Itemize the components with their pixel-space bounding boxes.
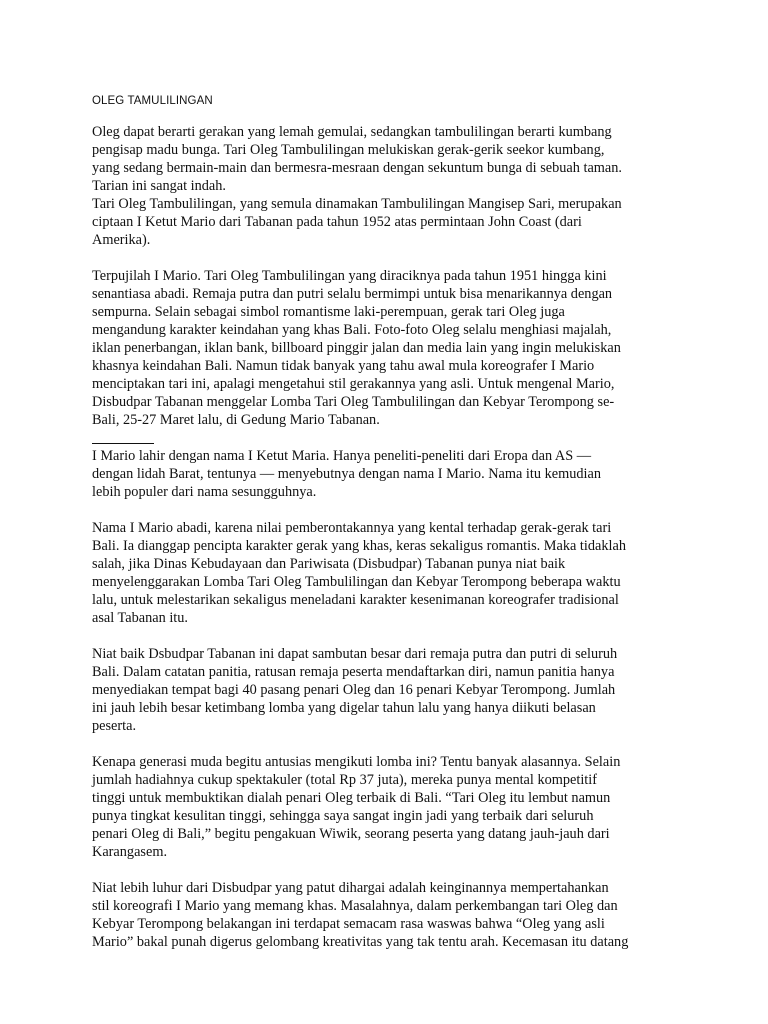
paragraph-antusias: Kenapa generasi muda begitu antusias mengikuti lomba ini? Tentu banyak alasannya. Selain jumlah hadiahnya cukup spektakuler (total Rp 37 juta), mereka punya mental kompetitif tinggi untuk membuktikan dialah penari Oleg terbaik di Bali. “Tari Oleg itu lembut namun punya tingkat kesulitan tinggi, sehingga saya sangat ingin jadi yang terbaik dari seluruh penari Oleg di Bali,” begitu pengakuan Wiwik, seorang peserta yang datang jauh-jauh dari Karangasem. [92,754,621,860]
paragraph-spacer [92,501,672,519]
paragraph-origin: Tari Oleg Tambulilingan, yang semula dinamakan Tambulilingan Mangisep Sari, merupakan ciptaan I Ketut Mario dari Tabanan pada tahun 1952 atas permintaan John Coast (dari Amerika). [92,196,622,248]
paragraph-mario-eternal: Nama I Mario abadi, karena nilai pemberontakannya yang kental terhadap gerak-gerak tari Bali. Ia dianggap pencipta karakter gerak yang khas, keras sekaligus romantis. Maka tidaklah salah, jika Dinas Kebudayaan dan Pariwisata (Disbudpar) Tabanan punya niat baik menyelenggarakan Lomba Tari Oleg Tambulilingan dan Kebyar Terompong beberapa waktu lalu, untuk melestarikan sekaligus meneladani karakter kesenimanan koreografer tradisional asal Tabanan itu. [92,520,626,626]
paragraph-niat-luhur: Niat lebih luhur dari Disbudpar yang patut dihargai adalah keinginannya mempertahankan stil koreografi I Mario yang memang khas. Masalahnya, dalam perkembangan tari Oleg dan Kebyar Terompong belakangan ini terdapat semacam rasa waswas bahwa “Oleg yang asli Mario” bakal punah digerus gelombang kreativitas yang tak tentu arah. Kecemasan itu datang [92,880,629,950]
paragraph-niat-baik: Niat baik Dsbudpar Tabanan ini dapat sambutan besar dari remaja putra dan putri di seluruh Bali. Dalam catatan panitia, ratusan remaja peserta mendaftarkan diri, namun panitia hanya menyediakan tempat bagi 40 pasang penari Oleg dan 16 penari Kebyar Terompong. Jumlah ini jauh lebih besar ketimbang lomba yang digelar tahun lalu yang hanya diikuti belasan peserta. [92,646,618,734]
document-title: OLEG TAMULILINGAN [92,95,213,107]
paragraph-oleg-meaning: Oleg dapat berarti gerakan yang lemah gemulai, sedangkan tambulilingan berarti kumbang pengisap madu bunga. Tari Oleg Tambulilingan melukiskan gerak-gerik seekor kumbang, yang sedang bermain-main dan bermesra-mesraan dengan sekuntum bunga di sebuah taman. Tarian ini sangat indah. [92,124,622,194]
section-divider [92,443,154,444]
paragraph-mario-birth: I Mario lahir dengan nama I Ketut Maria. Hanya peneliti-peneliti dari Eropa dan AS — dengan lidah Barat, tentunya — menyebutnya dengan nama I Mario. Nama itu kemudian lebih populer dari nama sesungguhnya. [92,448,601,500]
paragraph-spacer [92,627,672,645]
document-page [92,93,672,951]
paragraph-terpujilah: Terpujilah I Mario. Tari Oleg Tambulilingan yang diraciknya pada tahun 1951 hingga kini senantiasa abadi. Remaja putra dan putri selalu bermimpi untuk bisa menarikannya dengan sempurna. Selain sebagai simbol romantisme laki-perempuan, gerak tari Oleg juga mengandung karakter keindahan yang khas Bali. Foto-foto Oleg selalu menghiasi majalah, iklan penerbangan, iklan bank, billboard pinggir jalan dan media lain yang ingin melukiskan khasnya keindahan Bali. Namun tidak banyak yang tahu awal mula koreografer I Mario menciptakan tari ini, apalagi mengetahui stil gerakannya yang asli. Untuk mengenal Mario, Disbudpar Tabanan menggelar Lomba Tari Oleg Tambulilingan dan Kebyar Terompong se- Bali, 25-27 Maret lalu, di Gedung Mario Tabanan. [92,268,621,428]
paragraph-spacer [92,249,672,267]
paragraph-spacer [92,861,672,879]
paragraph-spacer [92,735,672,753]
